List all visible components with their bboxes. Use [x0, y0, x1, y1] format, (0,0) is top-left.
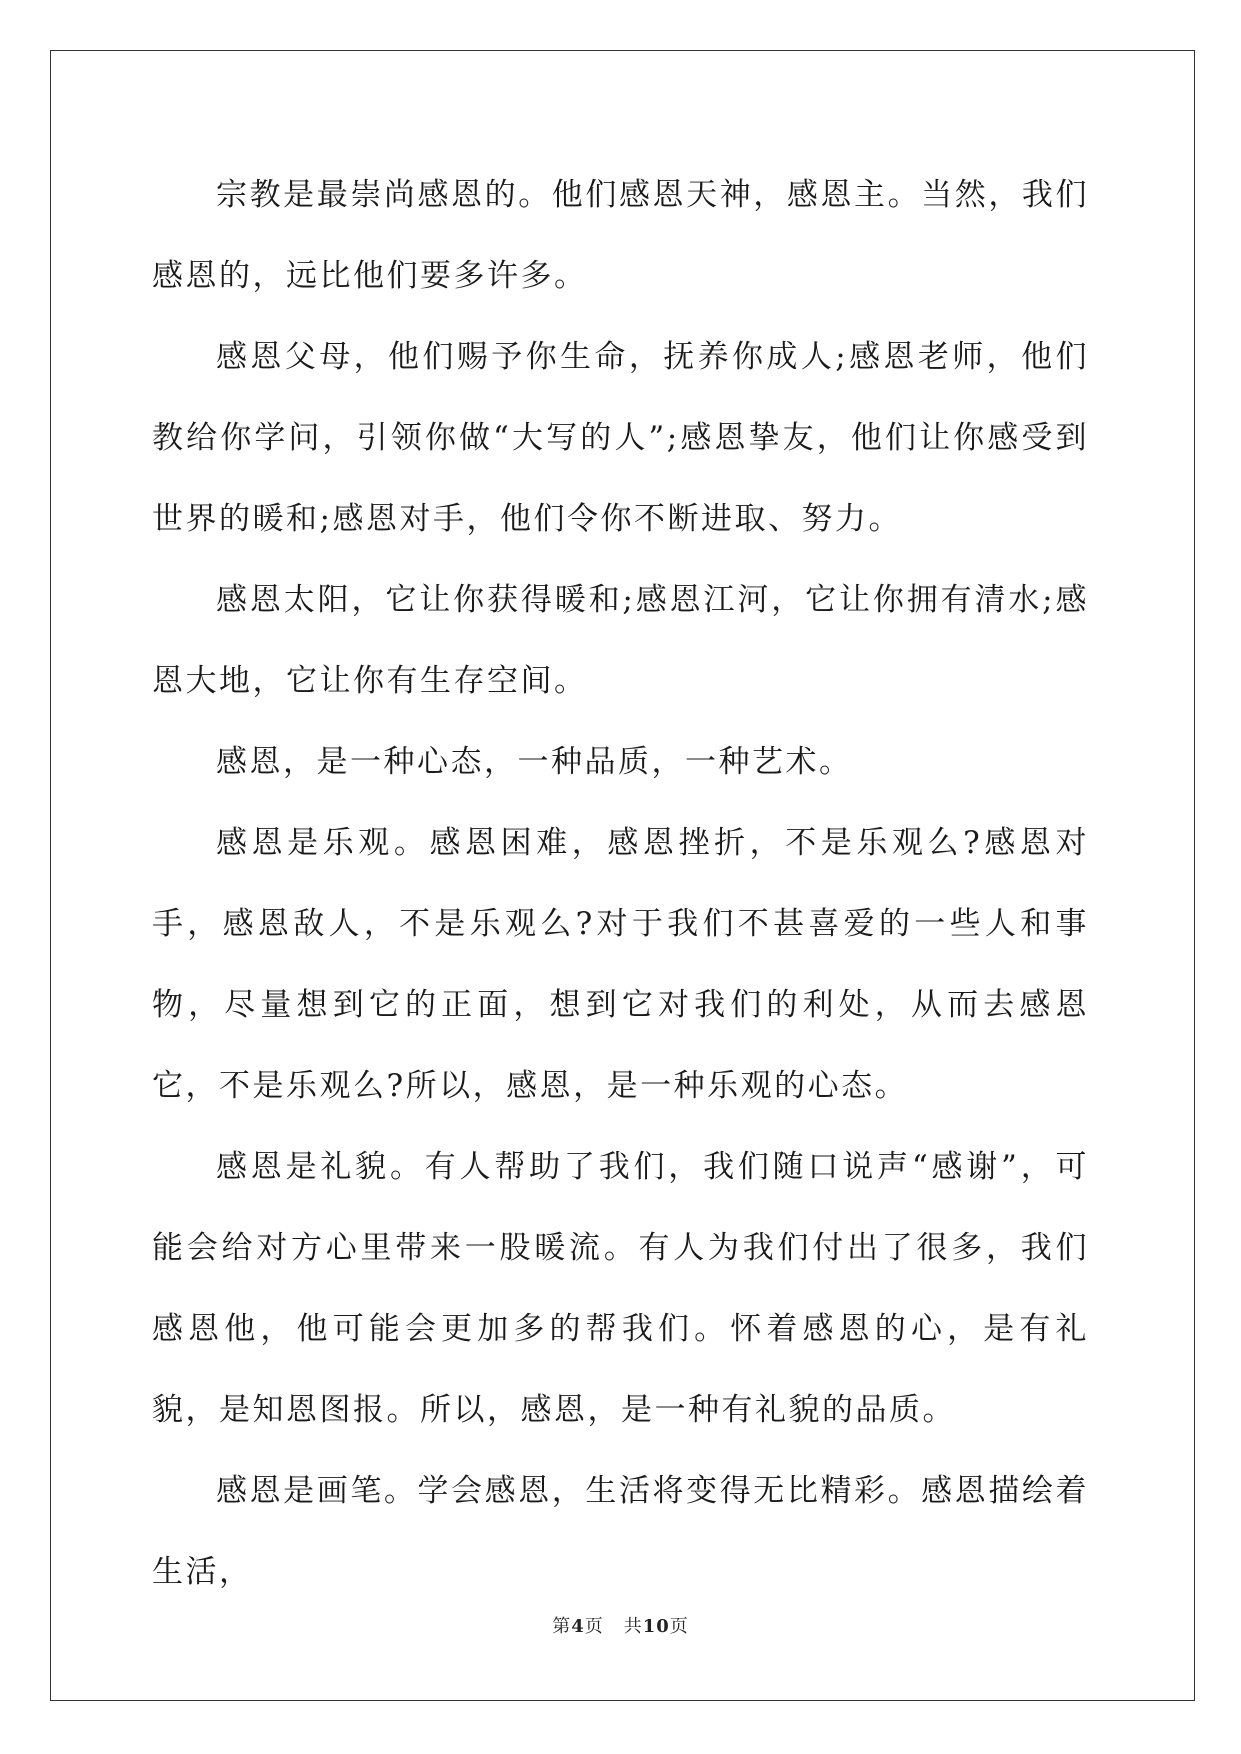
- document-body: [152, 155, 1089, 1613]
- paragraph: 感恩太阳，它让你获得暖和;感恩江河，它让你拥有清水;感恩大地，它让你有生存空间。: [152, 582, 1089, 699]
- total-pages: 10: [642, 1616, 670, 1637]
- paragraph: 感恩是乐观。感恩困难，感恩挫折，不是乐观么?感恩对手，感恩敌人，不是乐观么?对于我们不甚喜爱的一些人和事物，尽量想到它的正面，想到它对我们的利处，从而去感恩它，不是乐观么?所以，感恩，是一种乐观的心态。: [152, 825, 1089, 1104]
- page-prefix: 第: [552, 1616, 572, 1637]
- paragraph: 感恩是画笔。学会感恩，生活将变得无比精彩。感恩描绘着生活，: [152, 1473, 1089, 1590]
- paragraph: 感恩是礼貌。有人帮助了我们，我们随口说声“感谢”，可能会给对方心里带来一股暖流。有人为我们付出了很多，我们感恩他，他可能会更加多的帮我们。怀着感恩的心，是有礼貌，是知恩图报。所以，感恩，是一种有礼貌的品质。: [152, 1149, 1089, 1428]
- total-prefix: 共: [623, 1616, 643, 1637]
- page-number: 4: [571, 1616, 585, 1637]
- total-suffix: 页: [669, 1616, 689, 1637]
- paragraph: 宗教是最崇尚感恩的。他们感恩天神，感恩主。当然，我们感恩的，远比他们要多许多。: [152, 177, 1089, 294]
- paragraph: 感恩父母，他们赐予你生命，抚养你成人;感恩老师，他们教给你学问，引领你做“大写的人”;感恩挚友，他们让你感受到世界的暖和;感恩对手，他们令你不断进取、努力。: [152, 339, 1089, 537]
- page-suffix: 页: [584, 1616, 604, 1637]
- page-footer: [0, 1612, 1241, 1638]
- paragraph: 感恩，是一种心态，一种品质，一种艺术。: [216, 744, 853, 780]
